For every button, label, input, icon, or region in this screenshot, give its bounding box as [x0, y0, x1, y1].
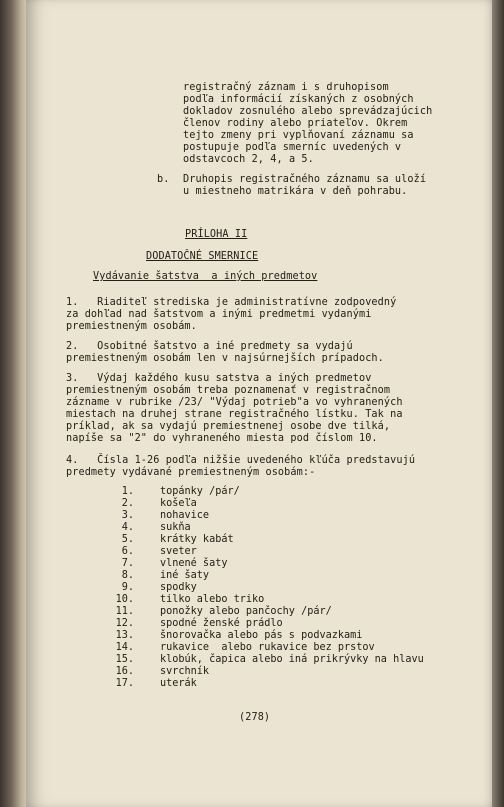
list-item-text: topánky /pár/	[160, 486, 240, 497]
list-item-text: ponožky alebo pančochy /pár/	[160, 606, 332, 617]
list-item-number: 17.	[115, 678, 134, 689]
list-item-text: spodné ženské prádlo	[160, 618, 283, 629]
list-item-text: košeľa	[160, 498, 197, 509]
list-item-number: 3.	[121, 510, 134, 521]
para4-line-1: 4. Čísla 1-26 podľa nižšie uvedeného kľúča predstavujú	[66, 455, 416, 466]
list-item-number: 2.	[121, 498, 134, 509]
list-item-number: 15.	[115, 654, 134, 665]
list-item-text: krátky kabát	[160, 534, 234, 545]
list-item-number: 13.	[115, 630, 134, 641]
intro-line-6: postupuje podľa smerníc uvedených v	[183, 142, 402, 153]
intro-line-1: registračný záznam i s druhopisom	[183, 82, 389, 93]
list-item-text: sveter	[160, 546, 197, 557]
list-item-text: uterák	[160, 678, 197, 689]
list-item-number: 9.	[121, 582, 134, 593]
annex-heading: PRÍLOHA II	[185, 229, 248, 240]
para2-line-2: premiestneným osobám len v najsúrnejších prípadoch.	[66, 353, 384, 364]
point-b-line-2: u miestneho matrikára v deň pohrabu.	[183, 186, 408, 197]
list-item-text: spodky	[160, 582, 197, 593]
list-item-number: 4.	[121, 522, 134, 533]
list-item-text: tilko alebo triko	[160, 594, 265, 605]
list-item-number: 7.	[121, 558, 134, 569]
para1-line-2: za dohľad nad šatstvom a inými predmetmi vydanými	[66, 309, 372, 320]
section-heading: Vydávanie šatstva a iných predmetov	[93, 271, 318, 282]
para1-line-1: 1. Riaditeľ strediska je administratívne zodpovedný	[66, 297, 397, 308]
para2-line-1: 2. Osobitné šatstvo a iné predmety sa vydajú	[66, 341, 353, 352]
para1-line-3: premiestneným osobám.	[66, 321, 197, 332]
supplementary-directives-heading: DODATOČNÉ SMERNICE	[146, 251, 259, 262]
list-item-text: vlnené šaty	[160, 558, 228, 569]
list-item-text: svrchník	[160, 666, 210, 677]
para3-line-5: príklad, ak sa vydajú premiestnenej osobe dve tilká,	[66, 421, 391, 432]
list-item-number: 5.	[121, 534, 134, 545]
list-item-number: 16.	[115, 666, 134, 677]
book-spine-shadow	[0, 0, 28, 807]
point-b-marker: b.	[157, 174, 170, 185]
list-item-number: 11.	[115, 606, 134, 617]
list-item-number: 10.	[115, 594, 134, 605]
para3-line-3: zázname v rubrike /23/ "Výdaj potrieb"a vo vyhranených	[66, 397, 403, 408]
list-item-text: rukavice alebo rukavice bez prstov	[160, 642, 375, 653]
list-item-number: 1.	[121, 486, 134, 497]
list-item-number: 14.	[115, 642, 134, 653]
list-item-text: nohavice	[160, 510, 210, 521]
intro-line-4: členov rodiny alebo priateľov. Okrem	[183, 118, 408, 129]
intro-line-3: dokladov zosnulého alebo sprevádzajúcich	[183, 106, 433, 117]
intro-line-7: odstavcoch 2, 4, a 5.	[183, 154, 314, 165]
list-item-text: šnorovačka alebo pás s podvazkami	[160, 630, 363, 641]
intro-line-5: tejto zmeny pri vyplňovaní záznamu sa	[183, 130, 414, 141]
para3-line-4: miestach na druhej strane registračného lístku. Tak na	[66, 409, 403, 420]
page-number: (278)	[239, 712, 271, 723]
list-item-number: 8.	[121, 570, 134, 581]
para4-line-2: predmety vydávané premiestneným osobám:-	[66, 467, 316, 478]
list-item-text: klobúk, čapica alebo iná prikrývky na hlavu	[160, 654, 424, 665]
para3-line-1: 3. Výdaj každého kusu satstva a iných predmetov	[66, 373, 372, 384]
list-item-text: iné šaty	[160, 570, 210, 581]
point-b-line-1: Druhopis registračného záznamu sa uloží	[183, 174, 427, 185]
list-item-number: 12.	[115, 618, 134, 629]
para3-line-6: napíše sa "2" do vyhraneného miesta pod číslom 10.	[66, 433, 378, 444]
para3-line-2: premiestneným osobám treba poznamenať v registračnom	[66, 385, 391, 396]
intro-line-2: podľa informácií získaných z osobných	[183, 94, 414, 105]
list-item-text: sukňa	[160, 522, 191, 533]
page-edge	[492, 0, 504, 807]
list-item-number: 6.	[121, 546, 134, 557]
